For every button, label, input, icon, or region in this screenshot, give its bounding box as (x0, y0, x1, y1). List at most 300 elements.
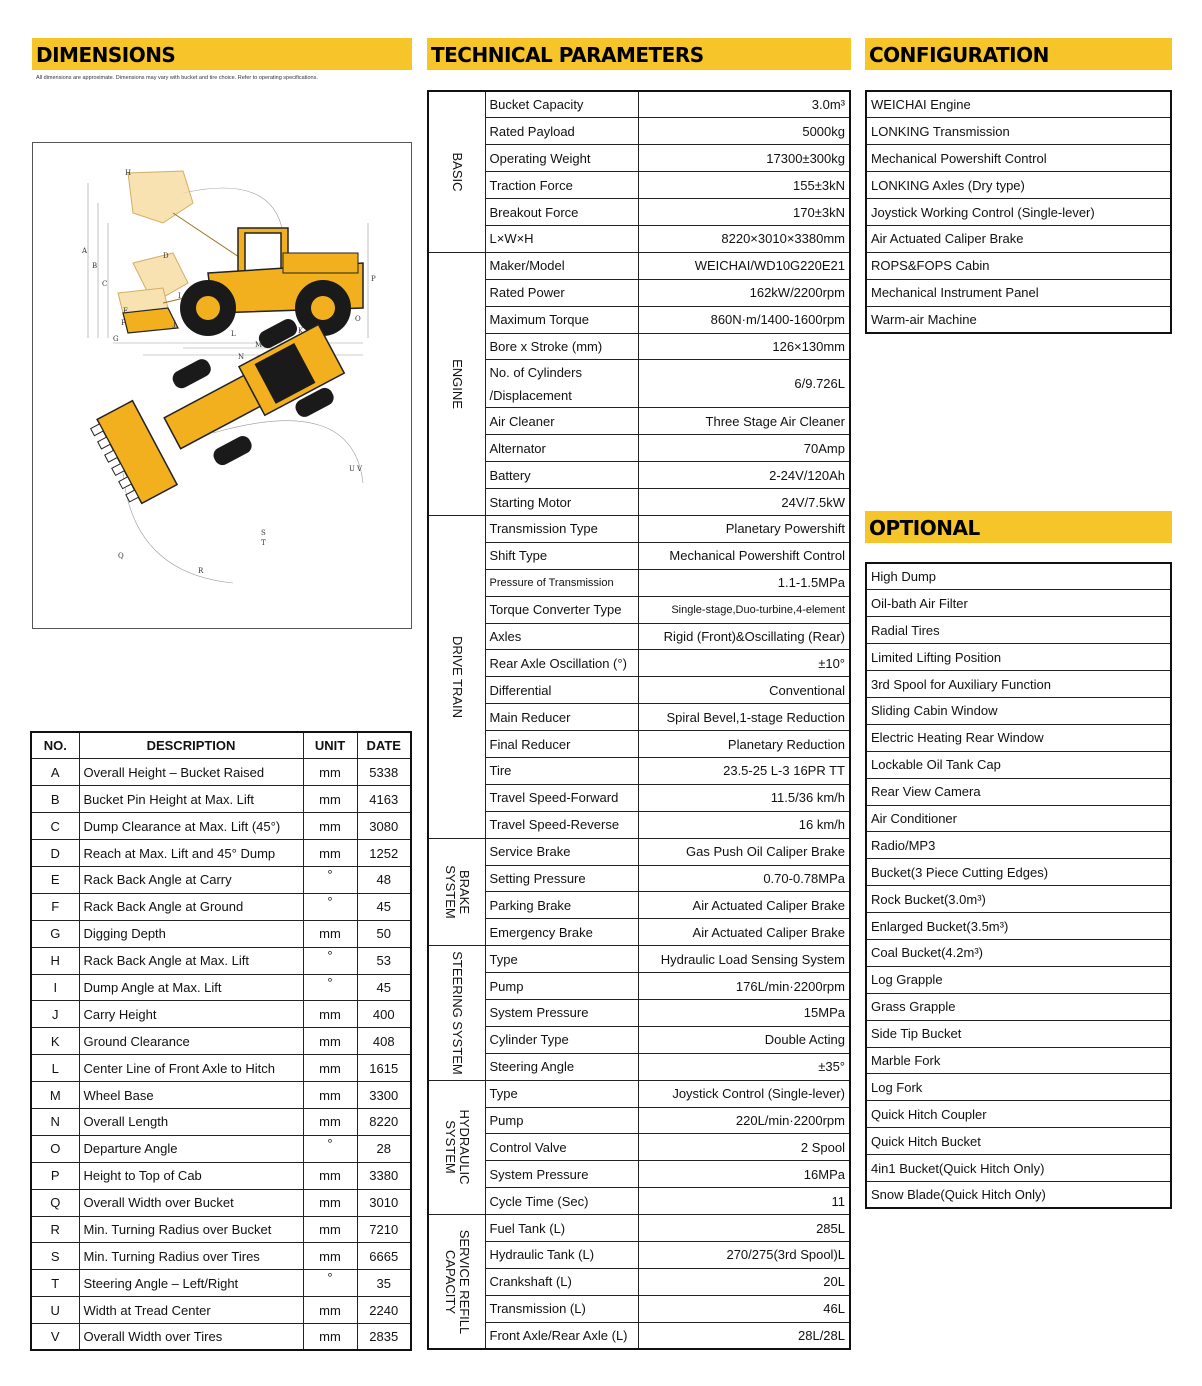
dimension-description: Width at Tread Center (79, 1297, 303, 1324)
parameter-name: Parking Brake (485, 892, 638, 919)
table-row (31, 1082, 411, 1109)
parameter-value: 16 km/h (638, 811, 850, 838)
dimensions-heading: DIMENSIONS (36, 43, 176, 67)
dimension-no: M (31, 1082, 79, 1109)
table-row (31, 840, 411, 867)
dimension-no: L (31, 1055, 79, 1082)
table-row (428, 1268, 850, 1295)
parameter-value: 0.70-0.78MPa (638, 865, 850, 892)
list-item (866, 993, 1171, 1020)
parameter-value: 1.1-1.5MPa (638, 569, 850, 596)
dimension-unit: ° (303, 974, 357, 1001)
parameter-value: Three Stage Air Cleaner (638, 408, 850, 435)
diagram-label-j: J (173, 320, 176, 328)
list-item (866, 1074, 1171, 1101)
table-row (428, 118, 850, 145)
parameter-name: Battery (485, 462, 638, 489)
optional-item: Oil-bath Air Filter (866, 590, 1171, 617)
table-row (31, 1055, 411, 1082)
parameter-value: 16MPa (638, 1161, 850, 1188)
diagram-label-u: U (349, 465, 355, 473)
parameter-name: Starting Motor (485, 489, 638, 516)
diagram-label-t: T (261, 539, 266, 547)
configuration-heading: CONFIGURATION (869, 43, 1049, 67)
parameter-value: 220L/min·2200rpm (638, 1107, 850, 1134)
group-label-text: STEERING SYSTEM (449, 951, 465, 1075)
parameter-value: 46L (638, 1295, 850, 1322)
list-item (866, 1047, 1171, 1074)
list-item (866, 306, 1171, 333)
parameter-name: System Pressure (485, 1161, 638, 1188)
table-row (428, 677, 850, 704)
table-row (428, 1053, 850, 1080)
list-item (866, 172, 1171, 199)
dimension-description: Dump Clearance at Max. Lift (45°) (79, 813, 303, 840)
parameter-name: Transmission (L) (485, 1295, 638, 1322)
parameter-value: ±35° (638, 1053, 850, 1080)
dimension-no: O (31, 1135, 79, 1162)
dimension-description: Steering Angle – Left/Right (79, 1270, 303, 1297)
list-item (866, 751, 1171, 778)
parameter-name: Pump (485, 1107, 638, 1134)
technical-banner (427, 38, 851, 70)
dimension-value: 4163 (357, 786, 411, 813)
dimension-no: G (31, 920, 79, 947)
dimension-value: 53 (357, 947, 411, 974)
parameter-name: Final Reducer (485, 731, 638, 758)
parameter-value: 270/275(3rd Spool)L (638, 1242, 850, 1269)
dimension-description: Carry Height (79, 1001, 303, 1028)
parameter-name: Type (485, 1080, 638, 1107)
diagram-label-k: K (298, 327, 304, 335)
optional-item: Side Tip Bucket (866, 1020, 1171, 1047)
table-row (428, 919, 850, 946)
parameter-value: Air Actuated Caliper Brake (638, 892, 850, 919)
optional-banner (865, 511, 1172, 543)
parameter-value: 28L/28L (638, 1322, 850, 1349)
diagram-label-b: B (92, 262, 98, 270)
table-row (31, 893, 411, 920)
table-row (428, 306, 850, 333)
col-description: DESCRIPTION (79, 732, 303, 759)
parameter-value: Planetary Reduction (638, 731, 850, 758)
parameter-name: Rated Payload (485, 118, 638, 145)
table-row (428, 1215, 850, 1242)
dimension-unit: mm (303, 1243, 357, 1270)
table-row (428, 542, 850, 569)
list-item (866, 225, 1171, 252)
parameter-name: Service Brake (485, 838, 638, 865)
parameter-value: 6/9.726L (638, 360, 850, 408)
group-label (428, 1080, 485, 1214)
dimension-no: F (31, 893, 79, 920)
optional-item: Lockable Oil Tank Cap (866, 751, 1171, 778)
table-row (428, 1322, 850, 1349)
parameter-value: Mechanical Powershift Control (638, 542, 850, 569)
dimension-unit: ° (303, 866, 357, 893)
optional-item: High Dump (866, 563, 1171, 590)
table-row (428, 91, 850, 118)
dimension-unit: mm (303, 1001, 357, 1028)
dimension-unit: mm (303, 813, 357, 840)
dimension-no: H (31, 947, 79, 974)
parameter-value: Joystick Control (Single-lever) (638, 1080, 850, 1107)
table-row (428, 623, 850, 650)
dimension-value: 3300 (357, 1082, 411, 1109)
col-date: DATE (357, 732, 411, 759)
table-row (428, 252, 850, 279)
dimension-no: V (31, 1324, 79, 1351)
dimension-unit: mm (303, 786, 357, 813)
dimension-no: R (31, 1216, 79, 1243)
group-label-text: BASIC (449, 152, 465, 192)
group-label (428, 1215, 485, 1349)
optional-heading: OPTIONAL (869, 516, 980, 540)
list-item (866, 886, 1171, 913)
table-row (428, 784, 850, 811)
parameter-name: Control Valve (485, 1134, 638, 1161)
optional-item: Rear View Camera (866, 778, 1171, 805)
table-row (31, 920, 411, 947)
parameter-value: Conventional (638, 677, 850, 704)
configuration-item: LONKING Axles (Dry type) (866, 172, 1171, 199)
table-row (428, 757, 850, 784)
dimension-description: Rack Back Angle at Ground (79, 893, 303, 920)
table-row (428, 199, 850, 226)
table-row (31, 1243, 411, 1270)
table-row (428, 489, 850, 516)
dimension-value: 3380 (357, 1162, 411, 1189)
table-row (31, 1270, 411, 1297)
dimension-description: Ground Clearance (79, 1028, 303, 1055)
list-item (866, 590, 1171, 617)
diagram-label-q: Q (118, 552, 124, 560)
table-row (31, 813, 411, 840)
dimension-description: Dump Angle at Max. Lift (79, 974, 303, 1001)
dimension-description: Height to Top of Cab (79, 1162, 303, 1189)
table-row (428, 1161, 850, 1188)
optional-item: 4in1 Bucket(Quick Hitch Only) (866, 1155, 1171, 1182)
parameter-value: 2 Spool (638, 1134, 850, 1161)
parameter-value: 20L (638, 1268, 850, 1295)
dimension-no: I (31, 974, 79, 1001)
diagram-label-e: E (123, 307, 129, 315)
parameter-name: Bore x Stroke (mm) (485, 333, 638, 360)
dimension-description: Wheel Base (79, 1082, 303, 1109)
table-row (428, 172, 850, 199)
table-row (428, 279, 850, 306)
parameter-name: No. of Cylinders /Displacement (485, 360, 638, 408)
dimension-description: Overall Length (79, 1108, 303, 1135)
parameter-value: 3.0m³ (638, 91, 850, 118)
parameter-value: 285L (638, 1215, 850, 1242)
dimension-description: Min. Turning Radius over Tires (79, 1243, 303, 1270)
table-row (428, 973, 850, 1000)
parameter-name: Rated Power (485, 279, 638, 306)
diagram-label-g: G (113, 335, 119, 343)
dimension-no: D (31, 840, 79, 867)
dimension-unit: mm (303, 1189, 357, 1216)
dimension-no: S (31, 1243, 79, 1270)
diagram-label-p: P (371, 275, 376, 283)
dimension-no: E (31, 866, 79, 893)
parameter-value: Air Actuated Caliper Brake (638, 919, 850, 946)
dimension-description: Overall Width over Bucket (79, 1189, 303, 1216)
parameter-name: System Pressure (485, 1000, 638, 1027)
dimension-no: J (31, 1001, 79, 1028)
col-no: NO. (31, 732, 79, 759)
optional-item: Marble Fork (866, 1047, 1171, 1074)
optional-item: Radial Tires (866, 617, 1171, 644)
list-item (866, 1181, 1171, 1208)
optional-item: Bucket(3 Piece Cutting Edges) (866, 859, 1171, 886)
optional-item: 3rd Spool for Auxiliary Function (866, 671, 1171, 698)
parameter-value: Single-stage,Duo-turbine,4-element (638, 596, 850, 623)
dimension-no: Q (31, 1189, 79, 1216)
dimension-unit: mm (303, 1162, 357, 1189)
parameter-value: ±10° (638, 650, 850, 677)
table-row (31, 1297, 411, 1324)
list-item (866, 805, 1171, 832)
list-item (866, 252, 1171, 279)
table-row (428, 1107, 850, 1134)
parameter-name: Steering Angle (485, 1053, 638, 1080)
parameter-value: WEICHAI/WD10G220E21 (638, 252, 850, 279)
parameter-name: Main Reducer (485, 704, 638, 731)
list-item (866, 644, 1171, 671)
parameter-name: Operating Weight (485, 145, 638, 172)
dimension-description: Bucket Pin Height at Max. Lift (79, 786, 303, 813)
col-unit: UNIT (303, 732, 357, 759)
table-row (428, 731, 850, 758)
list-item (866, 1020, 1171, 1047)
dimension-value: 45 (357, 893, 411, 920)
optional-item: Quick Hitch Coupler (866, 1101, 1171, 1128)
list-item (866, 966, 1171, 993)
technical-parameters-table (427, 90, 851, 1350)
optional-item: Snow Blade(Quick Hitch Only) (866, 1181, 1171, 1208)
parameter-name: Differential (485, 677, 638, 704)
optional-item: Air Conditioner (866, 805, 1171, 832)
parameter-name: L×W×H (485, 225, 638, 252)
dimension-description: Rack Back Angle at Max. Lift (79, 947, 303, 974)
table-row (31, 974, 411, 1001)
group-label (428, 252, 485, 515)
parameter-value: 126×130mm (638, 333, 850, 360)
dimension-description: Center Line of Front Axle to Hitch (79, 1055, 303, 1082)
parameter-name: Torque Converter Type (485, 596, 638, 623)
table-row (428, 1295, 850, 1322)
diagram-label-c: C (102, 280, 108, 288)
table-row (31, 947, 411, 974)
parameter-value: 155±3kN (638, 172, 850, 199)
group-label-text: ENGINE (449, 358, 465, 409)
diagram-label-v: V (357, 465, 363, 473)
table-row (428, 892, 850, 919)
parameter-name: Cylinder Type (485, 1026, 638, 1053)
parameter-name: Maximum Torque (485, 306, 638, 333)
dimension-description: Departure Angle (79, 1135, 303, 1162)
diagram-label-a: A (82, 247, 88, 255)
optional-table (865, 562, 1172, 1209)
dimension-unit: mm (303, 1028, 357, 1055)
diagram-label-s: S (261, 529, 266, 537)
dimension-no: P (31, 1162, 79, 1189)
parameter-value: Hydraulic Load Sensing System (638, 946, 850, 973)
list-item (866, 1101, 1171, 1128)
dimension-unit: mm (303, 759, 357, 786)
table-row (31, 1189, 411, 1216)
parameter-name: Shift Type (485, 542, 638, 569)
configuration-item: Air Actuated Caliper Brake (866, 225, 1171, 252)
table-row (428, 408, 850, 435)
dimension-value: 50 (357, 920, 411, 947)
parameter-name: Crankshaft (L) (485, 1268, 638, 1295)
group-label (428, 515, 485, 838)
group-label-text: DRIVE TRAIN (449, 635, 465, 718)
parameter-value: 2-24V/120Ah (638, 462, 850, 489)
table-row (31, 1135, 411, 1162)
dimension-value: 1252 (357, 840, 411, 867)
dimension-value: 6665 (357, 1243, 411, 1270)
dimension-no: U (31, 1297, 79, 1324)
configuration-table (865, 90, 1172, 334)
dimension-description: Overall Height – Bucket Raised (79, 759, 303, 786)
optional-item: Rock Bucket(3.0m³) (866, 886, 1171, 913)
parameter-name: Pump (485, 973, 638, 1000)
parameter-name: Type (485, 946, 638, 973)
dimension-unit: mm (303, 920, 357, 947)
parameter-value: 8220×3010×3380mm (638, 225, 850, 252)
dimension-description: Rack Back Angle at Carry (79, 866, 303, 893)
parameter-value: 11 (638, 1188, 850, 1215)
dimension-value: 3010 (357, 1189, 411, 1216)
list-item (866, 279, 1171, 306)
list-item (866, 724, 1171, 751)
group-label-text: BRAKE SYSTEM (442, 865, 472, 919)
dimensions-banner (32, 38, 412, 70)
dimension-value: 5338 (357, 759, 411, 786)
table-row (31, 1162, 411, 1189)
list-item (866, 671, 1171, 698)
optional-item: Sliding Cabin Window (866, 697, 1171, 724)
group-label (428, 91, 485, 252)
diagram-label-r: R (198, 567, 204, 575)
dimension-unit: mm (303, 1108, 357, 1135)
table-row (31, 786, 411, 813)
parameter-value: 15MPa (638, 1000, 850, 1027)
table-row (428, 1026, 850, 1053)
parameter-value: 162kW/2200rpm (638, 279, 850, 306)
parameter-value: Spiral Bevel,1-stage Reduction (638, 704, 850, 731)
table-row (428, 145, 850, 172)
diagram-label-d: D (163, 252, 169, 260)
optional-item: Log Grapple (866, 966, 1171, 993)
group-label-text: HYDRAULIC SYSTEM (442, 1109, 472, 1185)
table-row (428, 1134, 850, 1161)
table-row (428, 515, 850, 542)
parameter-name: Air Cleaner (485, 408, 638, 435)
dimension-no: T (31, 1270, 79, 1297)
diagram-label-l: L (231, 330, 236, 338)
parameter-name: Setting Pressure (485, 865, 638, 892)
table-row (428, 569, 850, 596)
parameter-value: 5000kg (638, 118, 850, 145)
dimension-unit: mm (303, 1082, 357, 1109)
table-row (428, 811, 850, 838)
dimension-no: C (31, 813, 79, 840)
parameter-value: 70Amp (638, 435, 850, 462)
list-item (866, 199, 1171, 226)
dimension-value: 7210 (357, 1216, 411, 1243)
optional-item: Enlarged Bucket(3.5m³) (866, 913, 1171, 940)
configuration-banner (865, 38, 1172, 70)
list-item (866, 1155, 1171, 1182)
dimension-unit: mm (303, 1055, 357, 1082)
machine-diagram (32, 142, 412, 629)
parameter-name: Travel Speed-Reverse (485, 811, 638, 838)
configuration-item: WEICHAI Engine (866, 91, 1171, 118)
parameter-name: Hydraulic Tank (L) (485, 1242, 638, 1269)
dimension-unit: mm (303, 1324, 357, 1351)
dimension-description: Reach at Max. Lift and 45° Dump (79, 840, 303, 867)
dimension-no: A (31, 759, 79, 786)
configuration-item: Mechanical Powershift Control (866, 145, 1171, 172)
parameter-value: Gas Push Oil Caliper Brake (638, 838, 850, 865)
list-item (866, 91, 1171, 118)
parameter-name: Maker/Model (485, 252, 638, 279)
dimensions-table (30, 731, 412, 1351)
configuration-item: Mechanical Instrument Panel (866, 279, 1171, 306)
dimensions-note: All dimensions are approximate. Dimensions may vary with bucket and tire choice. Refer to operating specifications. (36, 75, 318, 81)
table-row (31, 759, 411, 786)
parameter-value: Double Acting (638, 1026, 850, 1053)
table-row (428, 360, 850, 408)
table-row (428, 1242, 850, 1269)
list-item (866, 617, 1171, 644)
dimension-value: 400 (357, 1001, 411, 1028)
table-row (428, 1188, 850, 1215)
parameter-name: Transmission Type (485, 515, 638, 542)
dimension-description: Overall Width over Tires (79, 1324, 303, 1351)
parameter-value: Rigid (Front)&Oscillating (Rear) (638, 623, 850, 650)
optional-item: Grass Grapple (866, 993, 1171, 1020)
list-item (866, 859, 1171, 886)
diagram-label-h: H (125, 169, 132, 177)
configuration-item: Warm-air Machine (866, 306, 1171, 333)
table-row (428, 704, 850, 731)
loader-drawing (33, 143, 411, 628)
parameter-value: 24V/7.5kW (638, 489, 850, 516)
table-row (428, 1000, 850, 1027)
list-item (866, 832, 1171, 859)
dimension-no: B (31, 786, 79, 813)
parameter-name: Breakout Force (485, 199, 638, 226)
dimension-unit: ° (303, 1270, 357, 1297)
group-label (428, 838, 485, 946)
parameter-name: Cycle Time (Sec) (485, 1188, 638, 1215)
diagram-label-f: F (121, 319, 126, 327)
table-row (31, 1001, 411, 1028)
dimension-description: Digging Depth (79, 920, 303, 947)
parameter-value: 860N·m/1400-1600rpm (638, 306, 850, 333)
dimension-value: 48 (357, 866, 411, 893)
list-item (866, 697, 1171, 724)
optional-item: Radio/MP3 (866, 832, 1171, 859)
dimension-unit: mm (303, 1297, 357, 1324)
technical-heading: TECHNICAL PARAMETERS (431, 43, 704, 67)
dimension-unit: mm (303, 840, 357, 867)
